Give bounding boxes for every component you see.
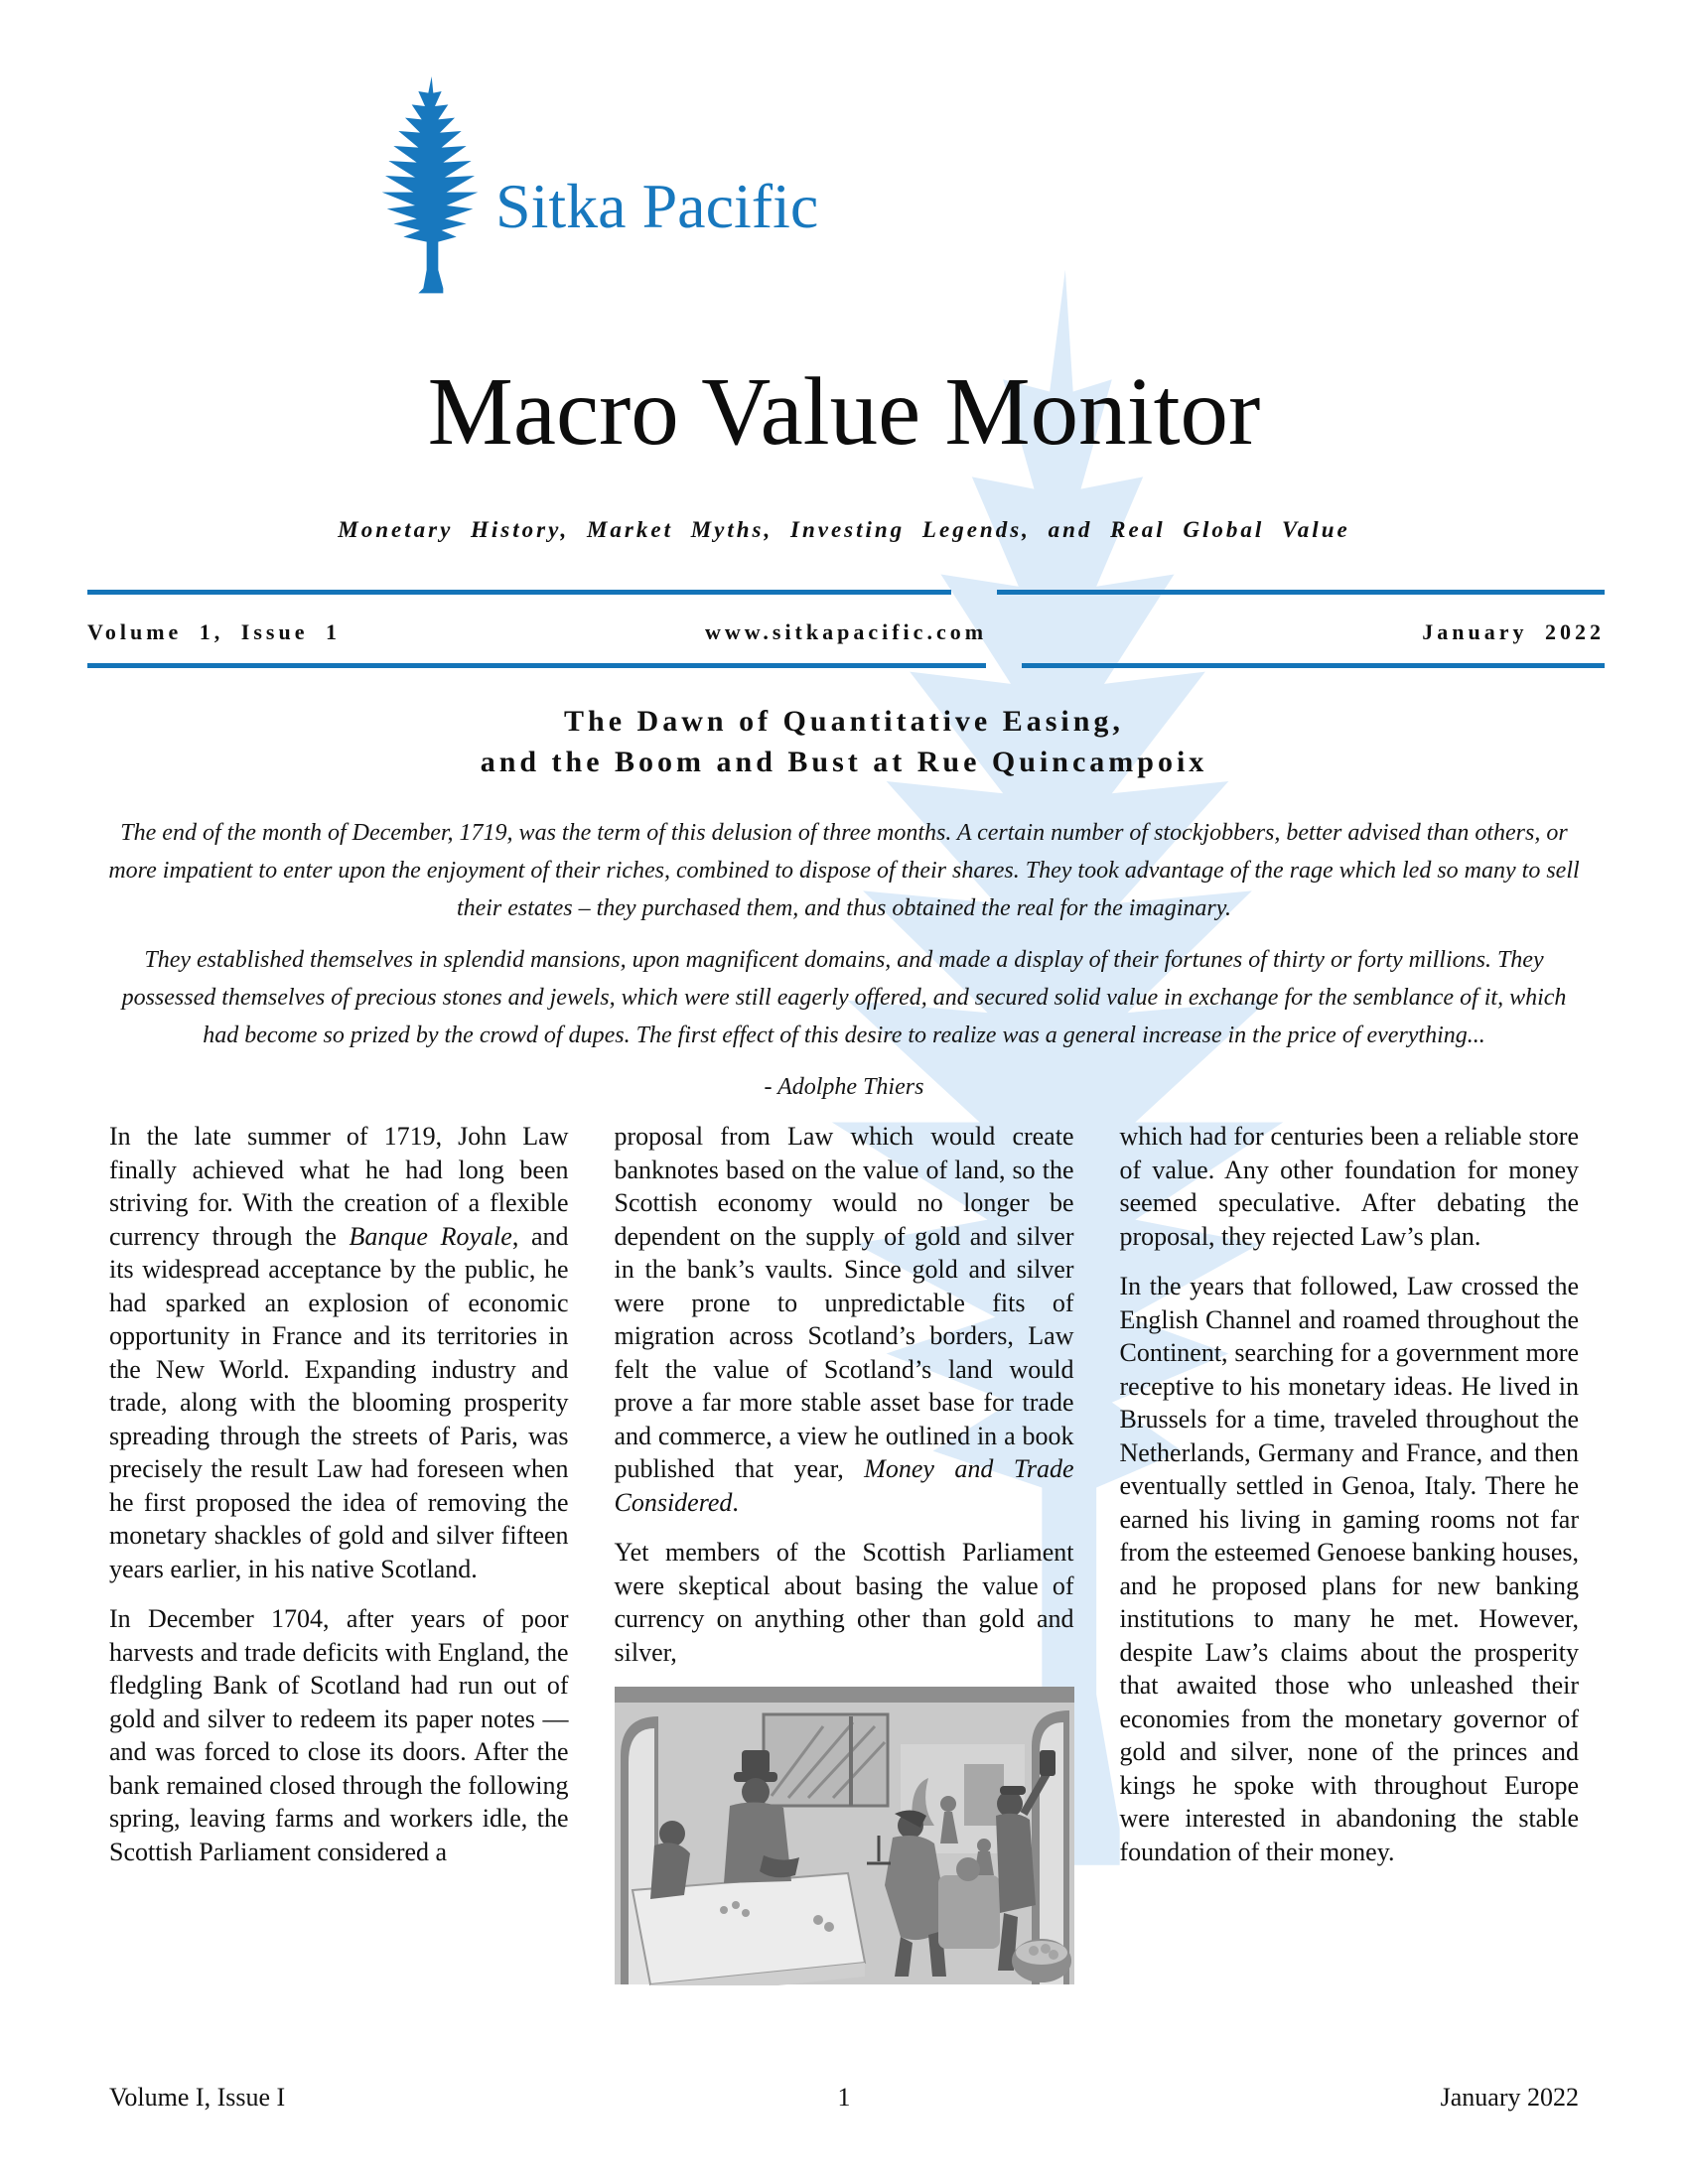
- top-rule: [87, 590, 1605, 595]
- epigraph: [107, 814, 1581, 1106]
- column-2: [615, 1120, 1074, 1985]
- body-columns: [109, 1120, 1579, 1985]
- issue-date-label: January 2022: [1422, 619, 1605, 644]
- brand-name: Sitka Pacific: [495, 171, 819, 241]
- masthead-title: Macro Value Monitor: [427, 358, 1261, 465]
- website-link[interactable]: www.sitkapacific.com: [704, 619, 988, 644]
- text-run: .: [732, 1487, 739, 1517]
- quote-attribution: - Adolphe Thiers: [764, 1074, 924, 1100]
- volume-issue-label: Volume 1, Issue 1: [87, 619, 341, 644]
- column-3: [1120, 1120, 1580, 1985]
- column-1: [109, 1120, 569, 1985]
- quote-paragraph-2: They established themselves in splendid mansions, upon magnificent domains, and made a display of their fortunes of thirty or forty millions. They possessed themselves of precious stones and jewels, which were still eagerly offered, and secured solid value in exchange for the semblance of it, which had become so prized by the crowd of dupes. The first effect of this desire to realize was a general increase in the price of everything...: [121, 947, 1567, 1048]
- quote-paragraph-1: The end of the month of December, 1719, was the term of this delusion of three months. A certain number of stockjobbers, better advised than others, or more impatient to enter upon the enjoyment of their riches, combined to dispose of their shares. They took advantage of the rage which led so many to sell their estates – they purchased them, and thus obtained the real for the imaginary.: [108, 820, 1580, 921]
- bottom-rule: [87, 663, 1605, 668]
- paragraph: In December 1704, after years of poor harvests and trade deficits with England, the fledgling Bank of Scotland had run out of gold and silver to redeem its paper notes — and was forced to close its doors. After the bank remained closed through the following spring, leaving farms and workers idle, the Scottish Parliament considered a: [109, 1604, 569, 1866]
- text-run: proposal from Law which would create banknotes based on the value of land, so the Scottish economy would no longer be dependent on the supply of gold and silver in the bank’s vaults. Since gold and silver were prone to unpredictable fits of migration across Scotland’s borders, Law felt the value of Scotland’s land would prove a far more stable asset base for trade and commerce, a view he outlined in a book published that year,: [614, 1122, 1074, 1483]
- logo: [380, 71, 818, 320]
- footer-volume-label: Volume I, Issue I: [109, 2083, 286, 2112]
- paragraph: [615, 1120, 1074, 1519]
- paragraph: Yet members of the Scottish Parliament were skeptical about basing the value of currency on anything other than gold and silver,: [614, 1538, 1074, 1667]
- footer-page-number: 1: [837, 2083, 851, 2112]
- italic-text-run: Money and Trade Considered: [614, 1454, 1074, 1517]
- text-run: In the late summer of 1719, John Law finally achieved what he had long been striving for. With the creation of a flexible currency through the: [109, 1122, 569, 1251]
- masthead-subtitle: Monetary History, Market Myths, Investing Legends, and Real Global Value: [338, 517, 1350, 542]
- article-title-line2: and the Boom and Bust at Rue Quincampoix: [480, 746, 1208, 778]
- article-title: [0, 701, 1688, 782]
- info-bar: [87, 619, 1605, 645]
- paragraph: [109, 1120, 569, 1585]
- page-footer: [109, 2083, 1579, 2113]
- mint-engraving-image: [615, 1686, 1074, 1985]
- pine-tree-icon: [380, 71, 480, 320]
- italic-text-run: Banque Royale: [349, 1221, 512, 1251]
- footer-date-label: January 2022: [1440, 2083, 1579, 2112]
- text-run: , and its widespread acceptance by the public, he had sparked an explosion of economic opportunity in France and its territories in the New World. Expanding industry and trade, along with the blooming prosperity spreading through the streets of Paris, was precisely the result Law had foreseen when he first proposed the idea of removing the monetary shackles of gold and silver fifteen years earlier, in his native Scotland.: [109, 1221, 569, 1583]
- article-title-line1: The Dawn of Quantitative Easing,: [564, 705, 1124, 738]
- paragraph: which had for centuries been a reliable store of value. Any other foundation for money seemed speculative. After debating the proposal, they rejected Law’s plan.: [1119, 1122, 1579, 1251]
- paragraph: In the years that followed, Law crossed the English Channel and roamed throughout the Continent, searching for a government more receptive to his monetary ideas. He lived in Brussels for a time, traveled throughout the Netherlands, Germany and France, and then eventually settled in Genoa, Italy. There he earned his living in gaming rooms not far from the esteemed Genoese banking houses, and he proposed plans for new banking institutions to many he met. However, despite Law’s claims about the prosperity that awaited those who unleashed their economies from the monetary governor of gold and silver, none of the princes and kings he spoke with throughout Europe were interested in abandoning the stable foundation of their money.: [1119, 1272, 1579, 1866]
